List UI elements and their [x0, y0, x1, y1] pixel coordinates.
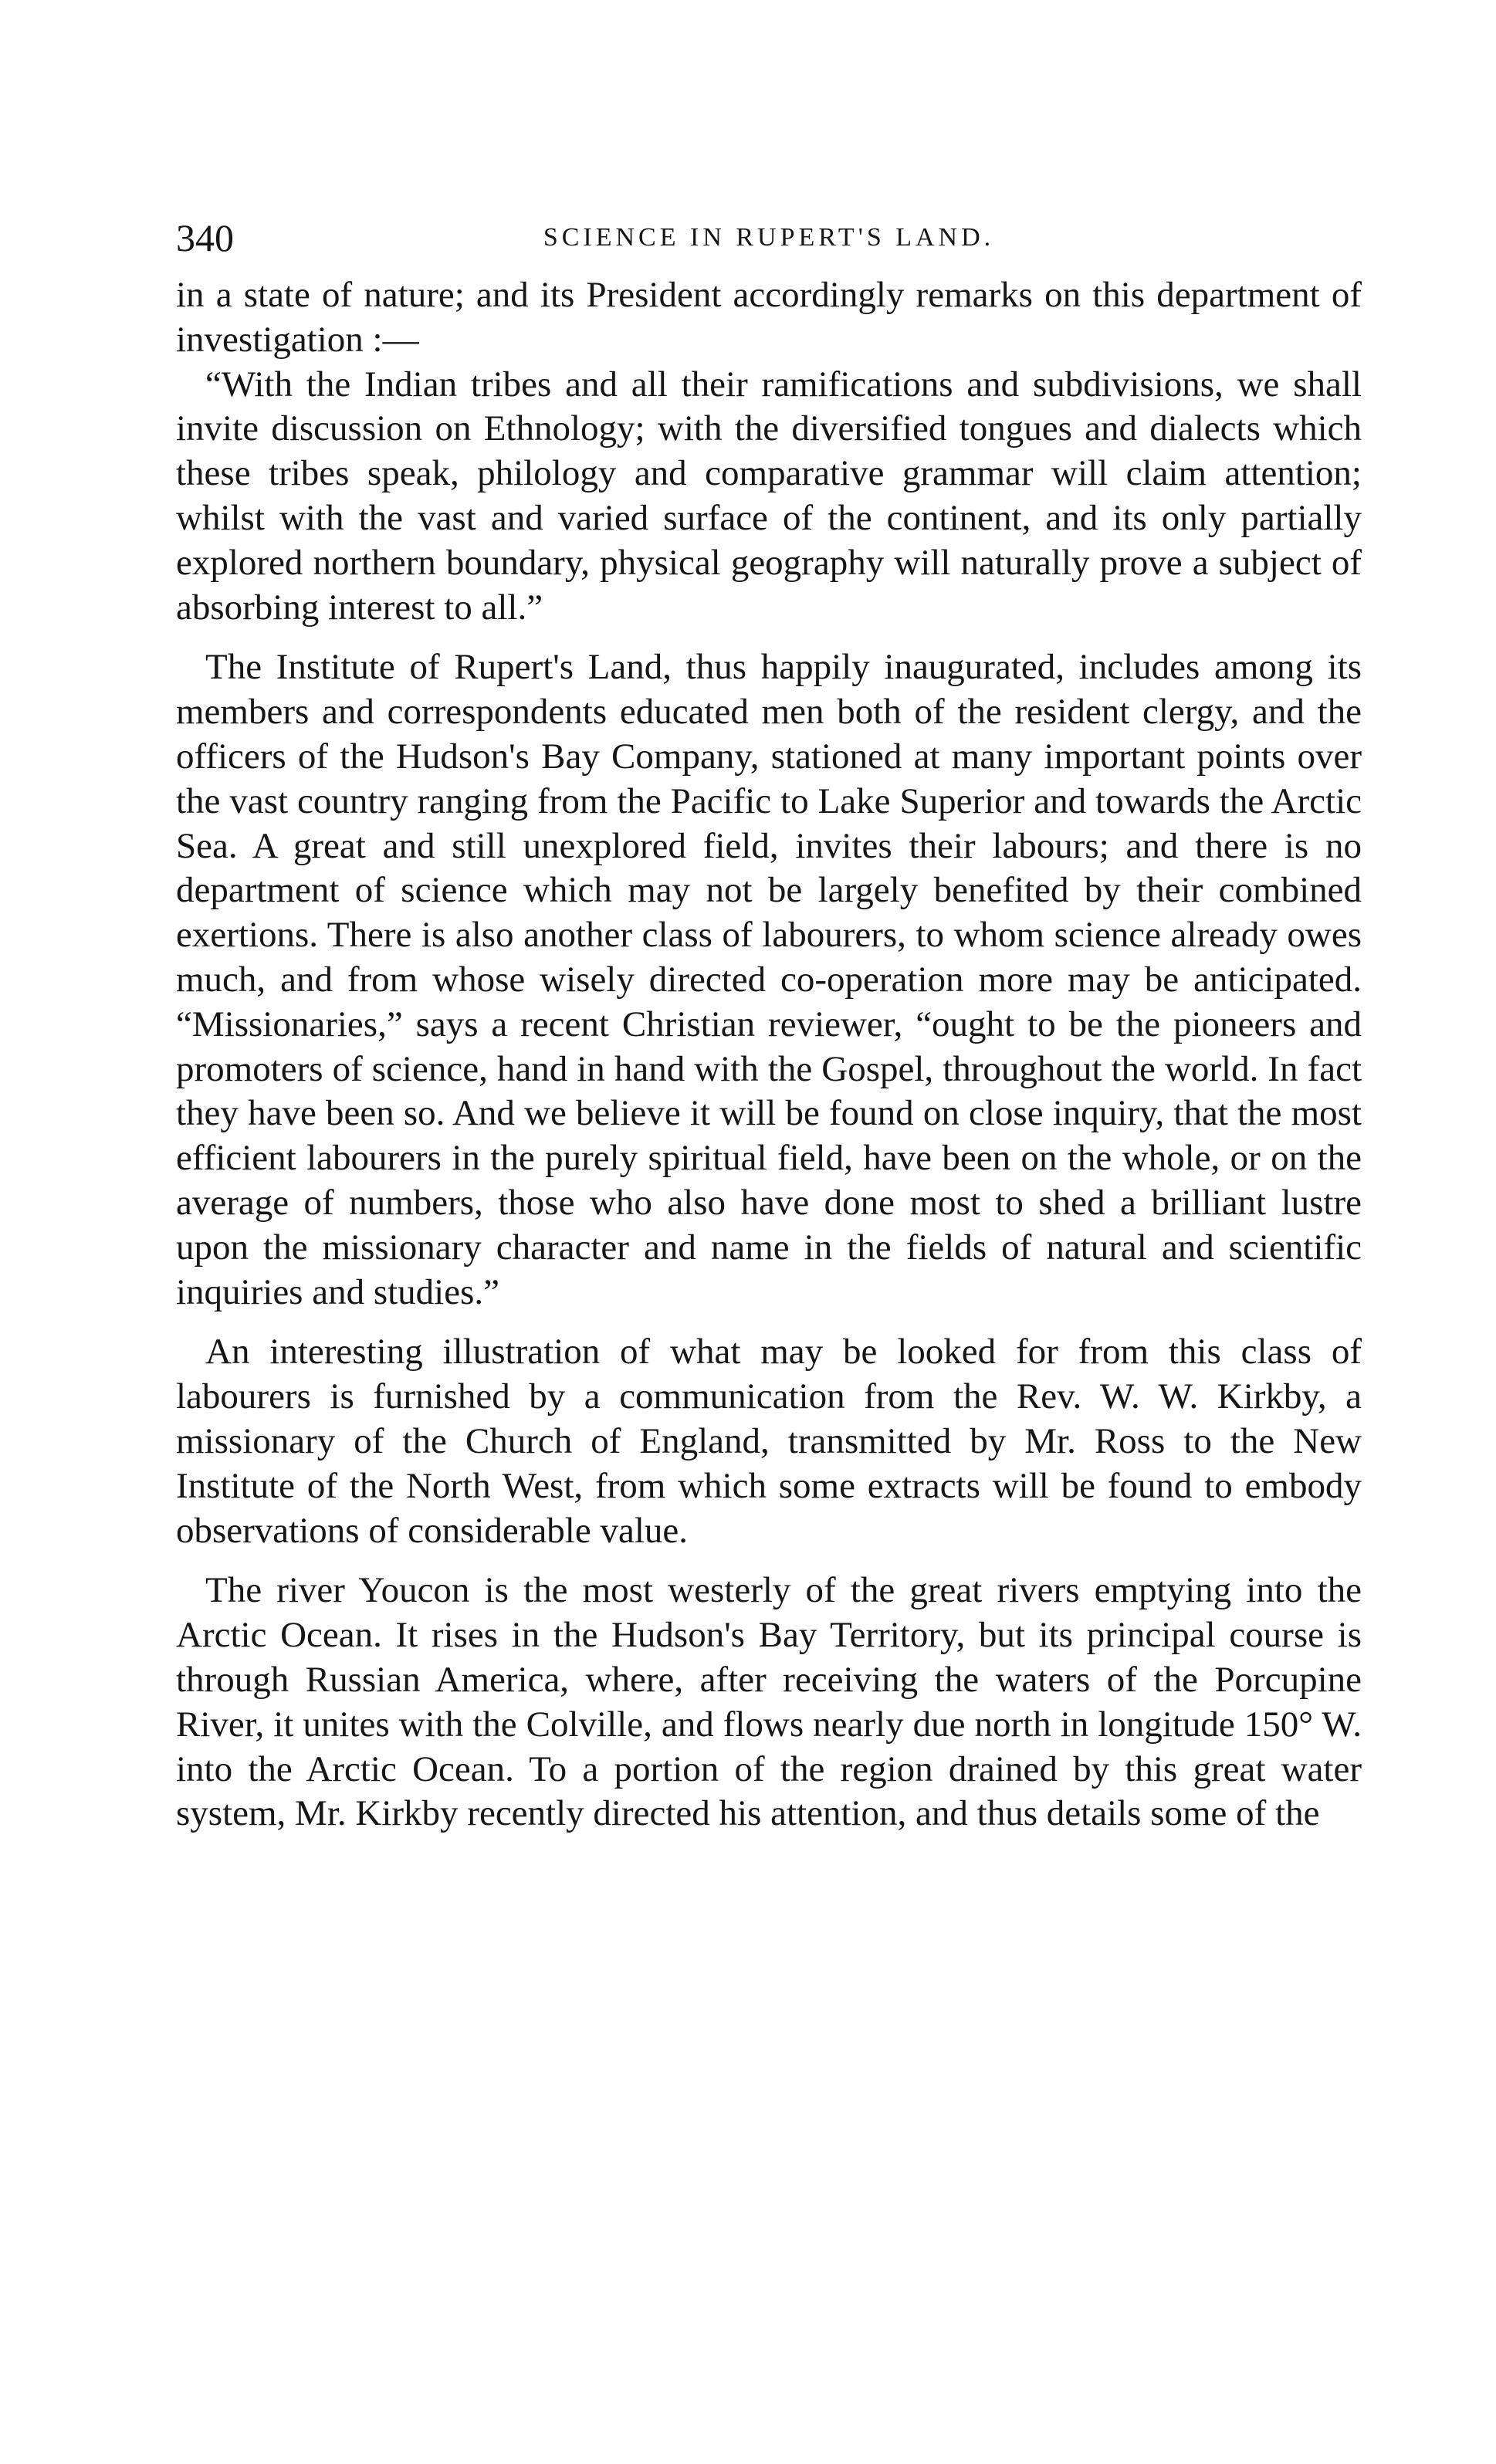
paragraph-illustration: An interesting illustration of what may be looked for from this class of labourers is furnished by a communication from the Rev. W. W. Kirkby, a missionary of the Church of England, transmitted by Mr. Ross to the New Institute of the North West, from which some extracts will be found to embody observations of considerable value. — [176, 1332, 1362, 1551]
paragraph-continuation: in a state of nature; and its President accordingly remarks on this department of investigation :— — [176, 275, 1362, 360]
body-text — [176, 273, 1362, 1836]
paragraph-youcon: The river Youcon is the most westerly of the great rivers emptying into the Arctic Ocean. It rises in the Hudson's Bay Territory, but its principal course is through Russian America, where, after receiving the waters of the Porcupine River, it unites with the Colville, and flows nearly due north in longitude 150° W. into the Arctic Ocean. To a portion of the region drained by this great water system, Mr. Kirkby recently directed his attention, and thus details some of the — [176, 1570, 1362, 1834]
paragraph-quotation: “With the Indian tribes and all their ramifications and subdivisions, we shall invite discussion on Ethnology; with the diversified tongues and dialects which these tribes speak, philology and comparative grammar will claim attention; whilst with the vast and varied surface of the continent, and its only partially explored northern boundary, physical geography will naturally prove a subject of absorbing interest to all.” — [176, 364, 1362, 628]
paragraph-institute: The Institute of Rupert's Land, thus happily inaugurated, includes among its members and correspondents educated men both of the resident clergy, and the officers of the Hudson's Bay Company, stationed at many important points over the vast country ranging from the Pacific to Lake Superior and towards the Arctic Sea. A great and still unexplored field, invites their labours; and there is no department of science which may not be largely benefited by their combined exertions. There is also another class of labourers, to whom science already owes much, and from whose wisely directed co-operation more may be anticipated. “Missionaries,” says a recent Christian reviewer, “ought to be the pioneers and promoters of science, hand in hand with the Gospel, throughout the world. In fact they have been so. And we believe it will be found on close inquiry, that the most efficient labourers in the purely spiritual field, have been on the whole, or on the average of numbers, those who also have done most to shed a brilliant lustre upon the missionary character and name in the fields of natural and scientific inquiries and studies.” — [176, 647, 1362, 1312]
running-head: SCIENCE IN RUPERT'S LAND. — [543, 223, 995, 252]
page-header — [176, 207, 1362, 269]
page-number: 340 — [176, 216, 234, 259]
